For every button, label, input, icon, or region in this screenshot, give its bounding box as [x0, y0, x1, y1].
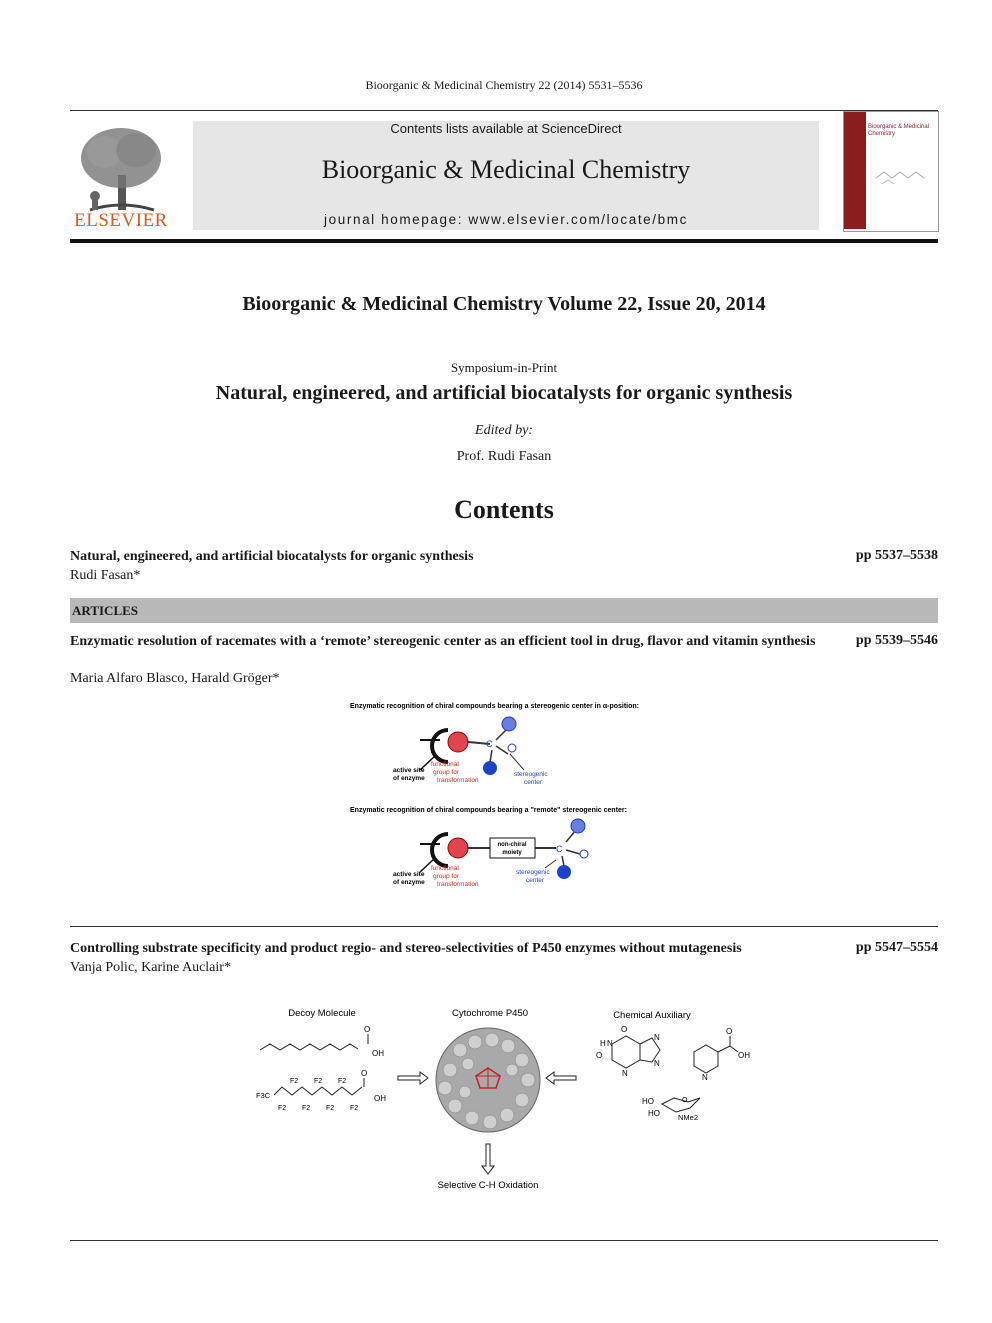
cover-title: Bioorganic & Medicinal Chemistry — [868, 124, 930, 137]
oxygen-label: O — [364, 1025, 371, 1034]
hydroxyl-label: OH — [738, 1051, 750, 1060]
entry-authors: Maria Alfaro Blasco, Harald Gröger* — [70, 671, 280, 686]
substituent-ball — [571, 819, 585, 833]
f2-label: F2 — [314, 1078, 323, 1085]
decoy-molecule-label: Decoy Molecule — [288, 1008, 356, 1019]
arrow-left — [546, 1072, 576, 1084]
entry-title[interactable]: Controlling substrate specificity and product regio- and stereo-selectivities of P450 enzymes without mutagenesis — [70, 941, 742, 956]
substituent-ball — [557, 865, 571, 879]
entry-divider — [70, 926, 938, 927]
stereocenter-label: stereogenic — [516, 869, 550, 876]
publisher-logo-text: ELSEVIER — [74, 210, 168, 231]
oxygen-label: O — [596, 1051, 603, 1060]
nitrogen-h-label: H — [600, 1039, 606, 1048]
nme2-label: NMe2 — [678, 1113, 699, 1122]
nitrogen-label: N — [702, 1073, 708, 1082]
page-bottom-rule — [70, 1240, 938, 1241]
journal-title: Bioorganic & Medicinal Chemistry — [321, 155, 691, 184]
ga1-caption-bottom: Enzymatic recognition of chiral compounds bearing a "remote" stereogenic center: — [350, 807, 627, 814]
f2-label: F2 — [338, 1078, 347, 1085]
arrow-down — [482, 1144, 494, 1174]
nitrogen-label: N — [654, 1033, 660, 1042]
hydroxyl-label: OH — [374, 1094, 386, 1103]
stereocenter-label: center — [526, 877, 545, 884]
carbon-label: C — [486, 739, 493, 749]
functional-group-ball — [448, 732, 468, 752]
symposium-label: Symposium-in-Print — [450, 360, 558, 375]
cover-spine — [844, 112, 866, 229]
f2-label: F2 — [290, 1078, 299, 1085]
graphical-abstract-1 — [340, 696, 670, 896]
contents-heading: Contents — [454, 495, 554, 524]
section-bar — [70, 598, 938, 623]
p450-label: Cytochrome P450 — [451, 1008, 529, 1019]
f2-label: F2 — [302, 1105, 311, 1112]
active-site-label: of enzyme — [393, 879, 425, 886]
journal-homepage[interactable]: journal homepage: www.elsevier.com/locate/bmc — [324, 212, 688, 227]
pointer-line — [545, 860, 556, 868]
hydroxyl-label: OH — [372, 1049, 384, 1058]
oxygen-label: O — [361, 1069, 368, 1078]
bond — [490, 750, 492, 762]
entry-pages: pp 5539–5546 — [855, 633, 938, 648]
entry-pages: pp 5537–5538 — [855, 548, 938, 563]
oxygen-label: O — [726, 1027, 733, 1036]
carbon-label: C — [556, 844, 563, 854]
f2-label: F2 — [326, 1105, 335, 1112]
decoy-perfluoro-acid — [274, 1087, 362, 1095]
symposium-title: Natural, engineered, and artificial biocatalysts for organic synthesis — [215, 382, 793, 404]
nitrogen-label: N — [654, 1059, 660, 1068]
oxygen-label: O — [621, 1025, 628, 1034]
oxygen-label: O — [682, 1097, 688, 1104]
bond — [562, 856, 564, 866]
entry-authors: Rudi Fasan* — [70, 568, 141, 583]
active-site-label: active site — [393, 871, 425, 878]
enzyme-pocket — [432, 834, 448, 866]
functional-group-label: group for — [433, 769, 460, 776]
hydrogen-ball — [508, 744, 516, 752]
functional-group-label: functional — [431, 865, 459, 872]
bond — [718, 1046, 730, 1052]
bond — [566, 850, 580, 854]
hydroxyl-label: HO — [642, 1097, 654, 1106]
bond — [496, 746, 508, 754]
entry-title[interactable]: Enzymatic resolution of racemates with a ‘remote’ stereogenic center as an efficient tool in drug, flavor and vitamin synthesis — [70, 634, 816, 649]
entry-authors: Vanja Polic, Karine Auclair* — [70, 960, 231, 975]
edited-by-label: Edited by: — [475, 423, 533, 438]
decoy-fatty-acid — [260, 1044, 358, 1050]
header-thick-rule — [70, 239, 938, 243]
stereocenter-label: stereogenic — [514, 771, 548, 778]
arrow-right — [398, 1072, 428, 1084]
entry-title[interactable]: Natural, engineered, and artificial biocatalysts for organic synthesis — [70, 549, 474, 564]
availability-text: Contents lists available at ScienceDirect — [390, 121, 622, 136]
substituent-ball — [502, 717, 516, 731]
hydroxyl-label: HO — [648, 1109, 660, 1118]
f2-label: F2 — [350, 1105, 359, 1112]
header-rule — [70, 110, 938, 111]
pyridine-ring — [694, 1045, 718, 1073]
cover-molecule-art — [872, 160, 930, 190]
active-site-label: of enzyme — [393, 775, 425, 782]
f2-label: F2 — [278, 1105, 287, 1112]
ga1-caption-top: Enzymatic recognition of chiral compounds bearing a stereogenic center in α-position: — [350, 703, 640, 710]
product-label: Selective C-H Oxidation — [437, 1180, 539, 1191]
f3c-label: F3C — [256, 1091, 271, 1100]
nitrogen-label: N — [607, 1039, 613, 1048]
caffeine-ring — [612, 1036, 640, 1068]
entry-pages: pp 5547–5554 — [855, 940, 938, 955]
editor-name: Prof. Rudi Fasan — [456, 449, 552, 464]
graphical-abstract-2 — [250, 1000, 770, 1200]
functional-group-ball — [448, 838, 468, 858]
functional-group-label: transformation — [437, 881, 479, 888]
nitrogen-label: N — [622, 1069, 628, 1078]
functional-group-label: transformation — [437, 777, 479, 784]
functional-group-label: group for — [433, 873, 460, 880]
sugar-ring — [662, 1098, 700, 1112]
volume-line: Bioorganic & Medicinal Chemistry Volume 22, Issue 20, 2014 — [242, 293, 766, 315]
non-chiral-label: non-chiral — [497, 842, 527, 848]
pointer-line — [510, 754, 524, 770]
stereocenter-label: center — [524, 779, 543, 786]
substituent-ball — [483, 761, 497, 775]
functional-group-label: functional — [431, 761, 459, 768]
bond — [730, 1046, 738, 1052]
running-head: Bioorganic & Medicinal Chemistry 22 (2014) 5531–5536 — [365, 78, 643, 92]
section-label: ARTICLES — [72, 603, 139, 618]
non-chiral-label: moiety — [502, 850, 522, 856]
hydrogen-ball — [580, 850, 588, 858]
auxiliary-label: Chemical Auxiliary — [613, 1010, 691, 1021]
active-site-label: active site — [393, 767, 425, 774]
